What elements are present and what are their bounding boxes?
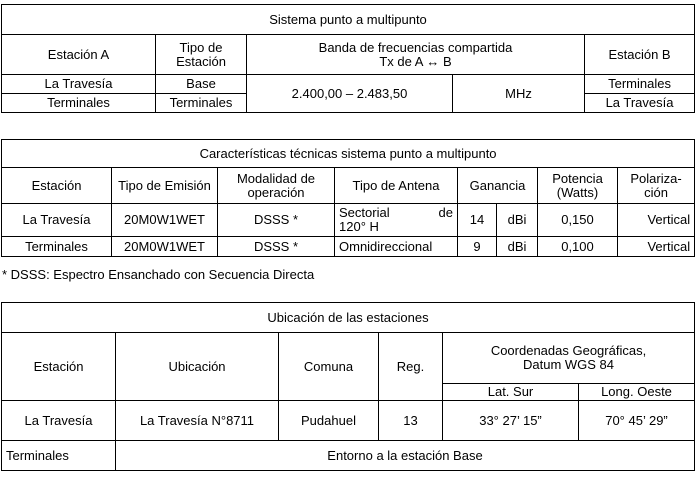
cell-station: La Travesía <box>2 401 116 441</box>
cell-terminals-location: Entorno a la estación Base <box>116 441 695 471</box>
header-power: Potencia (Watts) <box>538 168 618 204</box>
cell-power: 0,100 <box>538 237 618 257</box>
table-title: Sistema punto a multipunto <box>2 5 695 35</box>
cell-station-type: Base <box>156 75 247 94</box>
header-band-line2: Tx de A ↔ B <box>379 53 452 69</box>
cell-gain-unit: dBi <box>497 204 538 237</box>
header-station: Estación <box>2 333 116 401</box>
cell-emission: 20M0W1WET <box>112 237 218 257</box>
header-mode: Modalidad de operación <box>218 168 335 204</box>
table-title: Características técnicas sistema punto a multipunto <box>2 140 695 168</box>
header-station-b: Estación B <box>585 35 695 75</box>
footnote: * DSSS: Espectro Ensanchado con Secuencia Directa <box>2 267 315 282</box>
table-title: Ubicación de las estaciones <box>2 303 695 333</box>
cell-gain: 9 <box>458 237 497 257</box>
cell-power: 0,150 <box>538 204 618 237</box>
header-polarization: Polariza-ción <box>618 168 695 204</box>
cell-polarization: Vertical <box>618 204 695 237</box>
cell-location: La Travesía N°8711 <box>116 401 279 441</box>
station-location-table <box>1 302 695 471</box>
cell-antenna: Omnidireccional <box>335 237 458 257</box>
header-coordinates <box>443 333 695 384</box>
header-region: Reg. <box>379 333 443 401</box>
antenna-word-2: de <box>438 205 453 220</box>
cell-mode: DSSS * <box>218 204 335 237</box>
table-row <box>2 204 695 237</box>
header-coords-line1: Coordenadas Geográficas, <box>490 343 647 358</box>
header-gain: Ganancia <box>458 168 538 204</box>
cell-lon: 70° 45’ 29” <box>579 401 695 441</box>
table-row <box>2 237 695 257</box>
cell-antenna <box>335 204 458 237</box>
header-comuna: Comuna <box>279 333 379 401</box>
antenna-word-1: Sectorial <box>339 205 390 220</box>
header-lat: Lat. Sur <box>443 384 579 401</box>
header-station-type: Tipo de Estación <box>156 35 247 75</box>
cell-comuna: Pudahuel <box>279 401 379 441</box>
table-row <box>2 441 695 471</box>
cell-station-type: Terminales <box>156 94 247 113</box>
header-emission: Tipo de Emisión <box>112 168 218 204</box>
table-row <box>2 401 695 441</box>
cell-station-b: Terminales <box>585 75 695 94</box>
cell-emission: 20M0W1WET <box>112 204 218 237</box>
header-frequency-band <box>247 35 585 75</box>
cell-lat: 33° 27’ 15” <box>443 401 579 441</box>
cell-gain-unit: dBi <box>497 237 538 257</box>
antenna-line-2: 120° H <box>339 219 379 234</box>
header-antenna: Tipo de Antena <box>335 168 458 204</box>
cell-station-a: La Travesía <box>2 75 156 94</box>
technical-specs-table <box>1 139 695 257</box>
cell-station: La Travesía <box>2 204 112 237</box>
header-station-a: Estación A <box>2 35 156 75</box>
header-band-line1: Banda de frecuencias compartida <box>318 39 513 55</box>
cell-station: Terminales <box>2 237 112 257</box>
header-coords-line2: Datum WGS 84 <box>522 357 615 372</box>
cell-region: 13 <box>379 401 443 441</box>
cell-polarization: Vertical <box>618 237 695 257</box>
cell-mode: DSSS * <box>218 237 335 257</box>
cell-station: Terminales <box>2 441 116 471</box>
shared-band-table <box>1 4 695 113</box>
header-lon: Long. Oeste <box>579 384 695 401</box>
cell-frequency-unit: MHz <box>453 75 585 113</box>
header-station: Estación <box>2 168 112 204</box>
cell-frequency-range: 2.400,00 – 2.483,50 <box>247 75 453 113</box>
header-location: Ubicación <box>116 333 279 401</box>
cell-station-b: La Travesía <box>585 94 695 113</box>
table-row <box>2 75 695 94</box>
cell-station-a: Terminales <box>2 94 156 113</box>
cell-gain: 14 <box>458 204 497 237</box>
